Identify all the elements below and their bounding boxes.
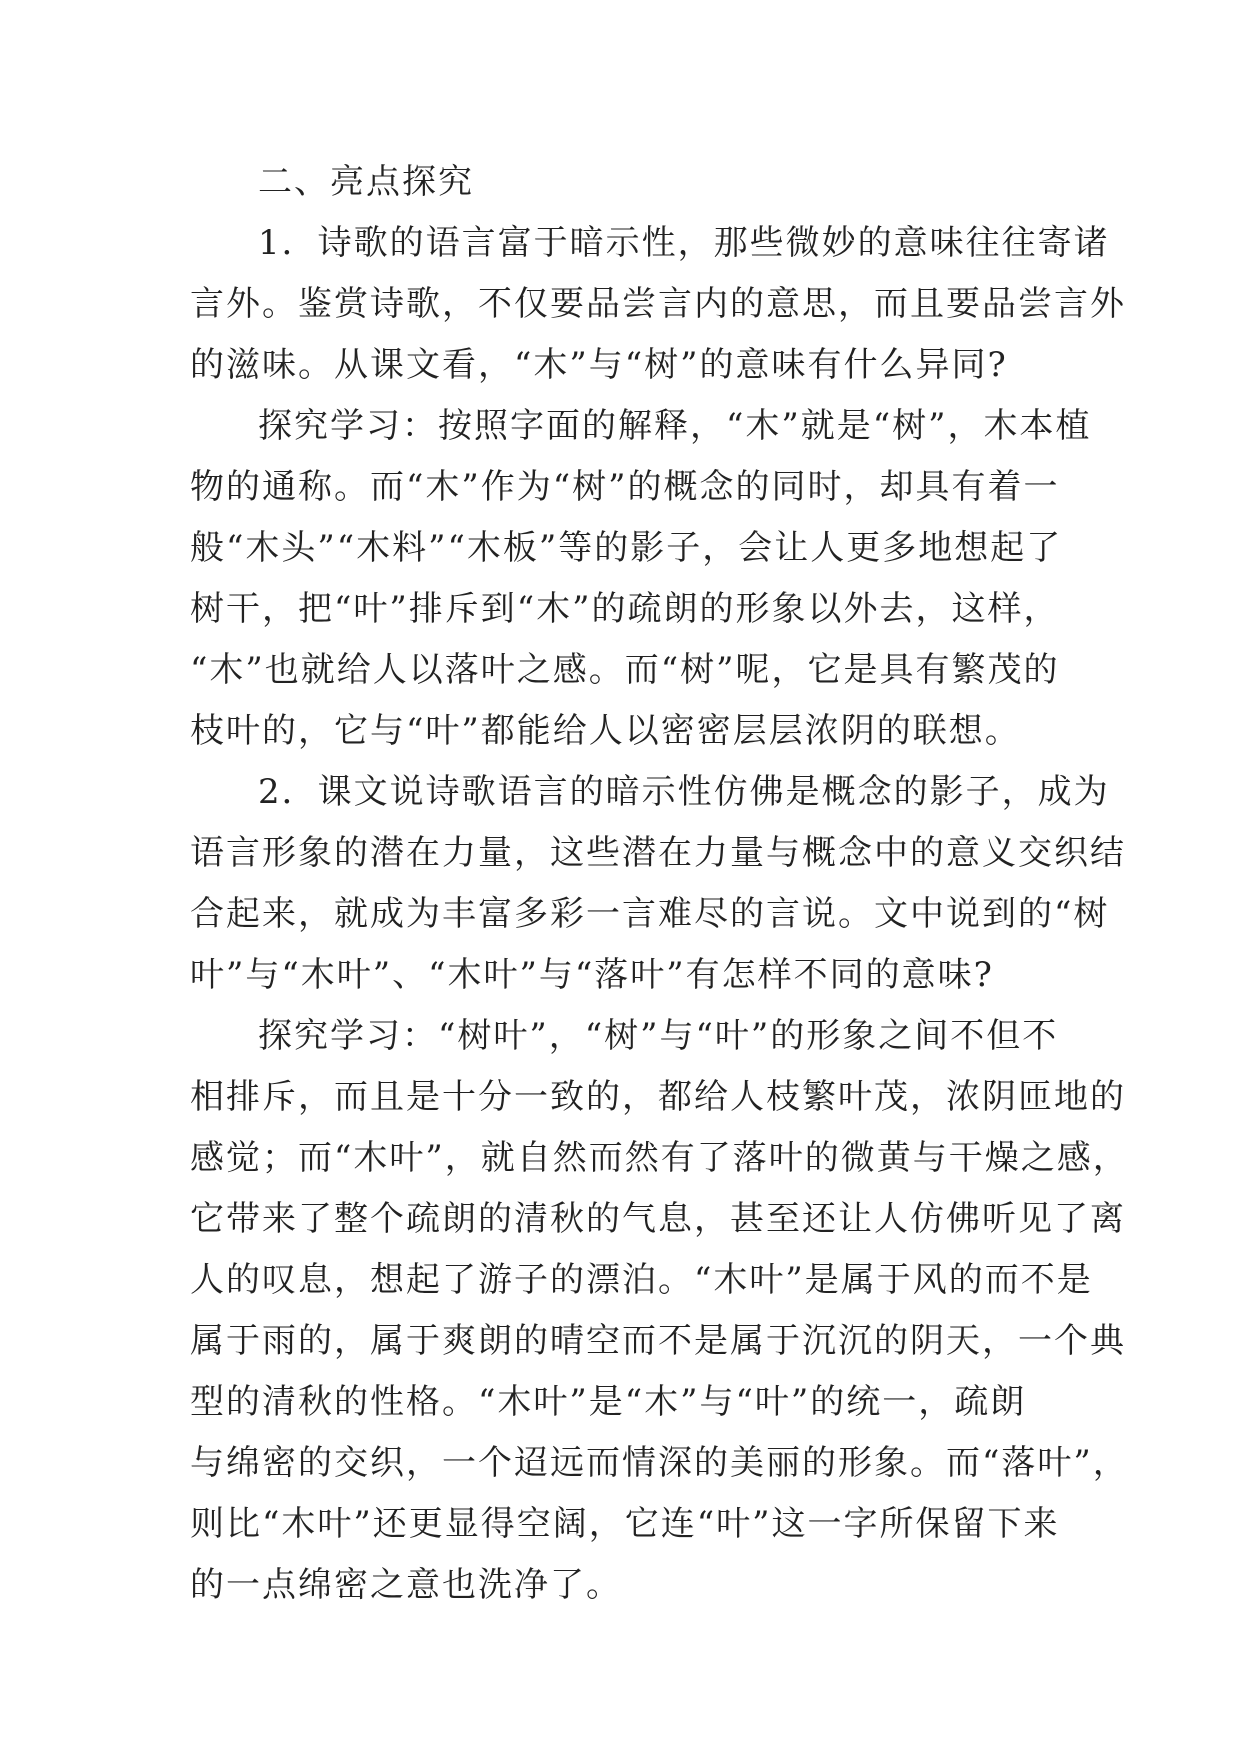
paragraph-line: 般“木头”“木料”“木板”等的影子，会让人更多地想起了	[190, 528, 1063, 568]
paragraph-line: 的滋味。从课文看，“木”与“树”的意味有什么异同?	[190, 345, 1008, 385]
section-heading: 二、亮点探究	[258, 162, 474, 202]
paragraph-line: 语言形象的潜在力量，这些潜在力量与概念中的意义交织结	[190, 833, 1126, 873]
paragraph-line: 它带来了整个疏朗的清秋的气息，甚至还让人仿佛听见了离	[190, 1199, 1126, 1239]
paragraph-line: 枝叶的，它与“叶”都能给人以密密层层浓阴的联想。	[190, 711, 1021, 751]
paragraph-line: 合起来，就成为丰富多彩一言难尽的言说。文中说到的“树	[190, 894, 1110, 934]
paragraph-line: 物的通称。而“木”作为“树”的概念的同时，却具有着一	[190, 467, 1060, 507]
paragraph-line: 1．诗歌的语言富于暗示性，那些微妙的意味往往寄诸	[258, 223, 1110, 263]
paragraph-line: 则比“木叶”还更显得空阔，它连“叶”这一字所保留下来	[190, 1504, 1060, 1544]
paragraph-line: 探究学习：“树叶”，“树”与“叶”的形象之间不但不	[258, 1016, 1059, 1056]
paragraph-line: 感觉；而“木叶”，就自然而然有了落叶的微黄与干燥之感，	[190, 1138, 1129, 1178]
paragraph-line: 属于雨的，属于爽朗的晴空而不是属于沉沉的阴天，一个典	[190, 1321, 1126, 1361]
paragraph-line: 人的叹息，想起了游子的漂泊。“木叶”是属于风的而不是	[190, 1260, 1093, 1300]
paragraph-line: 探究学习：按照字面的解释，“木”就是“树”，木本植	[258, 406, 1092, 446]
paragraph-line: 言外。鉴赏诗歌，不仅要品尝言内的意思，而且要品尝言外	[190, 284, 1126, 324]
paragraph-line: “木”也就给人以落叶之感。而“树”呢，它是具有繁茂的	[190, 650, 1060, 690]
paragraph-line: 树干，把“叶”排斥到“木”的疏朗的形象以外去，这样，	[190, 589, 1060, 629]
paragraph-line: 的一点绵密之意也洗净了。	[190, 1565, 622, 1605]
paragraph-line: 叶”与“木叶”、“木叶”与“落叶”有怎样不同的意味?	[190, 955, 994, 995]
paragraph-line: 型的清秋的性格。“木叶”是“木”与“叶”的统一，疏朗	[190, 1382, 1027, 1422]
paragraph-line: 与绵密的交织，一个迢远而情深的美丽的形象。而“落叶”，	[190, 1443, 1129, 1483]
paragraph-line: 2．课文说诗歌语言的暗示性仿佛是概念的影子，成为	[258, 772, 1110, 812]
paragraph-line: 相排斥，而且是十分一致的，都给人枝繁叶茂，浓阴匝地的	[190, 1077, 1126, 1117]
